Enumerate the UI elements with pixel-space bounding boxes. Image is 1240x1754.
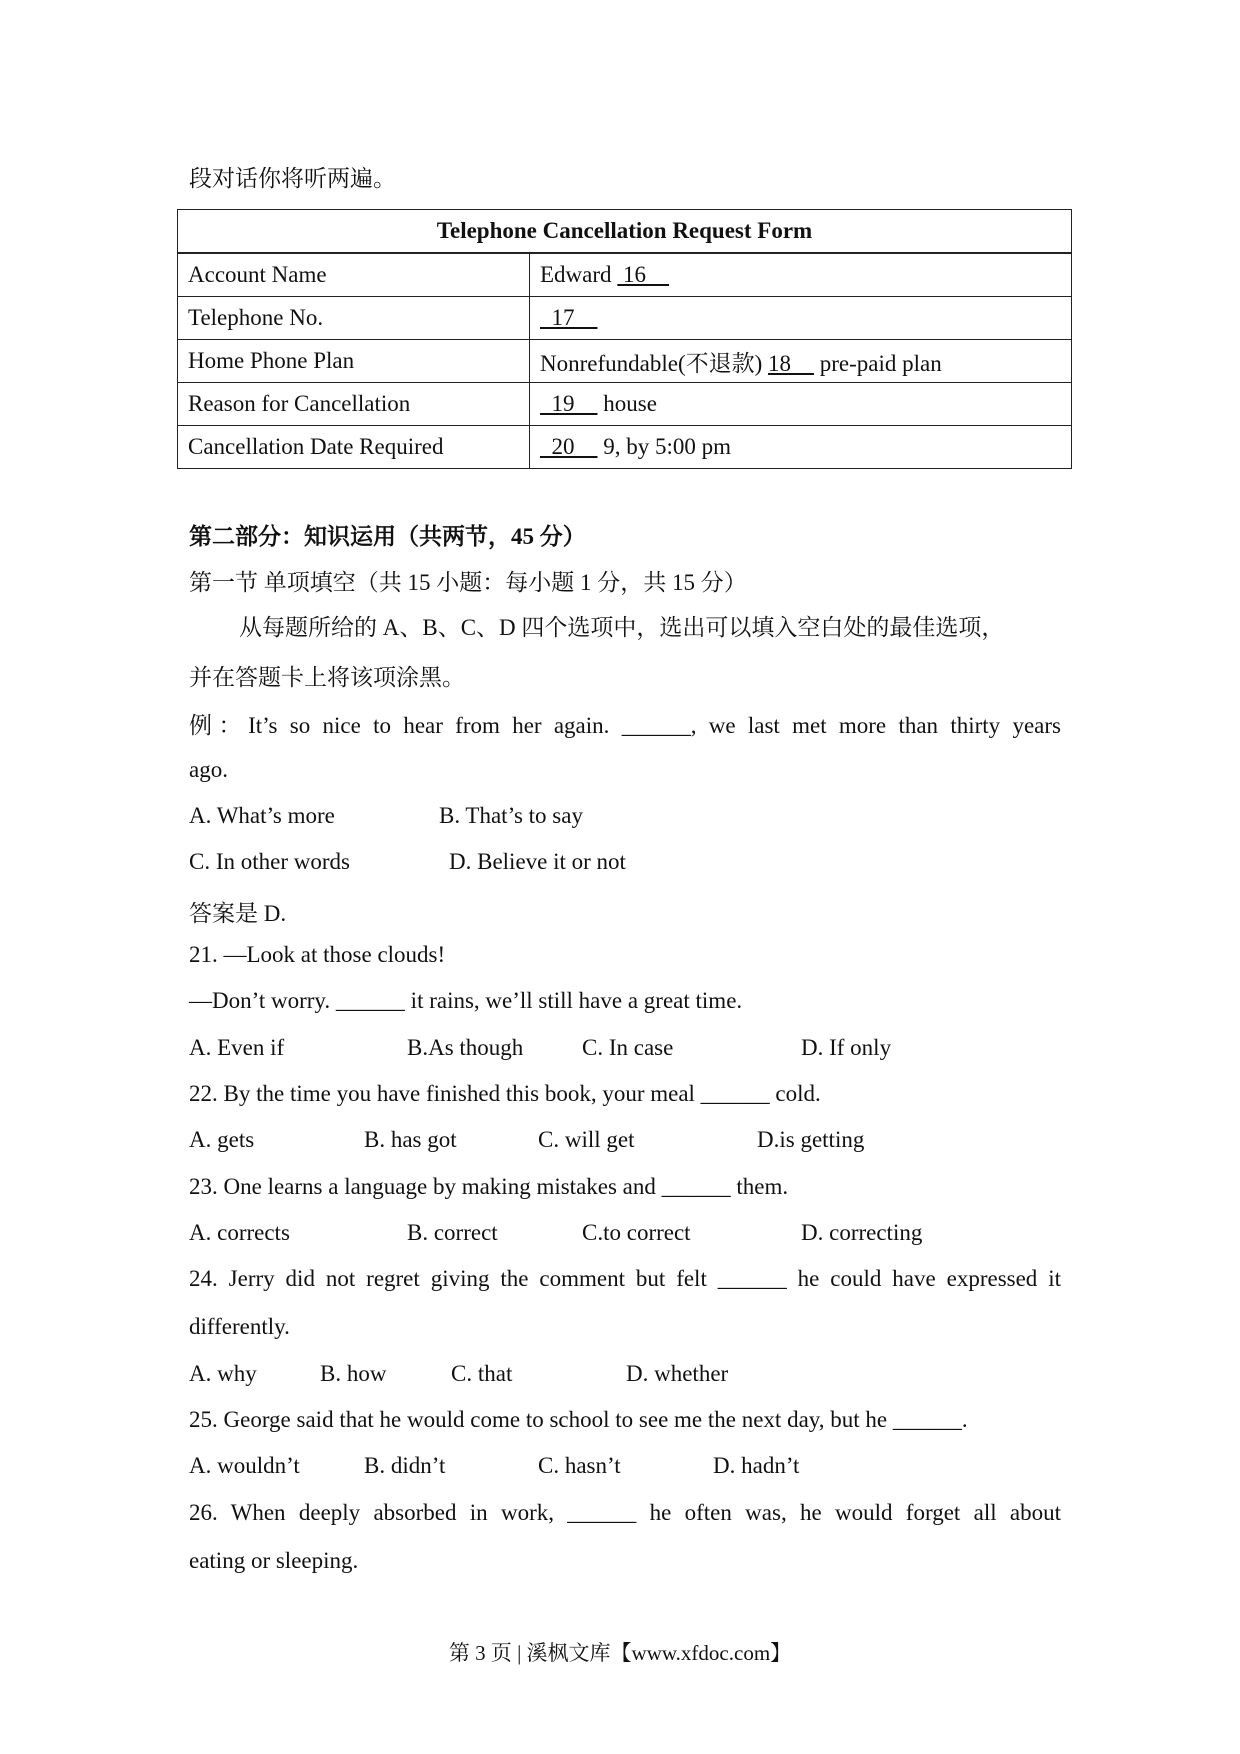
q22-option-d: D.is getting [757, 1127, 865, 1152]
cancellation-form-table [177, 209, 1072, 469]
example-option-d: D. Believe it or not [449, 849, 626, 874]
form-row [178, 253, 1072, 297]
question-21: 21. —Look at those clouds! [189, 942, 446, 967]
blank-19: 19 [540, 391, 598, 416]
example-option-c: C. In other words [189, 849, 350, 874]
example-option-a: A. What’s more [189, 803, 335, 828]
q21-option-b: B.As though [407, 1035, 524, 1060]
intro-text: 段对话你将听两遍。 [189, 166, 396, 191]
q23-option-d: D. correcting [801, 1220, 923, 1245]
part2-heading: 第二部分：知识运用（共两节，45 分） [189, 524, 586, 549]
question-25: 25. George said that he would come to school to see me the next day, but he ______. [189, 1407, 968, 1432]
example-question-cont: ago. [189, 757, 228, 782]
form-row [178, 383, 1072, 426]
question-26-cont: eating or sleeping. [189, 1548, 359, 1573]
form-row-value: Nonrefundable(不退款) 18 pre-paid plan [530, 340, 1072, 383]
q25-option-b: B. didn’t [364, 1453, 446, 1478]
q25-option-d: D. hadn’t [713, 1453, 800, 1478]
blank-20: 20 [540, 434, 598, 459]
example-question: 例：It’s so nice to hear from her again. ______, we last met more than thirty years [189, 713, 1061, 738]
blank-17: 17 [540, 305, 598, 330]
example-option-b: B. That’s to say [439, 803, 583, 828]
form-row-value: Edward 16 [530, 253, 1072, 297]
question-24-cont: differently. [189, 1314, 290, 1339]
instruction-line-1: 从每题所给的 A、B、C、D 四个选项中，选出可以填入空白处的最佳选项， [239, 615, 1005, 640]
q21-option-d: D. If only [801, 1035, 892, 1060]
form-title-row [178, 210, 1072, 254]
form-row [178, 426, 1072, 469]
q24-option-c: C. that [451, 1361, 513, 1386]
q22-option-b: B. has got [364, 1127, 457, 1152]
q25-option-c: C. hasn’t [538, 1453, 621, 1478]
form-row-label: Account Name [178, 253, 530, 297]
q23-option-c: C.to correct [582, 1220, 691, 1245]
example-answer: 答案是 D. [189, 901, 287, 926]
form-row-value: 20 9, by 5:00 pm [530, 426, 1072, 469]
form-row-label: Home Phone Plan [178, 340, 530, 383]
section1-heading: 第一节 单项填空（共 15 小题：每小题 1 分，共 15 分） [189, 570, 747, 595]
question-24: 24. Jerry did not regret giving the comment but felt ______ he could have expressed it [189, 1266, 1061, 1291]
q24-option-d: D. whether [626, 1361, 729, 1386]
blank-16: 16 [617, 262, 670, 287]
form-row [178, 297, 1072, 340]
q24-option-b: B. how [320, 1361, 387, 1386]
question-21-cont: —Don’t worry. ______ it rains, we’ll still have a great time. [189, 988, 743, 1013]
q24-option-a: A. why [189, 1361, 257, 1386]
q21-option-c: C. In case [582, 1035, 674, 1060]
question-23: 23. One learns a language by making mistakes and ______ them. [189, 1174, 789, 1199]
form-row-label: Telephone No. [178, 297, 530, 340]
form-row-value [530, 297, 1072, 340]
q23-option-a: A. corrects [189, 1220, 290, 1245]
form-row-label: Reason for Cancellation [178, 383, 530, 426]
q21-option-a: A. Even if [189, 1035, 285, 1060]
q25-option-a: A. wouldn’t [189, 1453, 300, 1478]
q22-option-c: C. will get [538, 1127, 635, 1152]
form-row-label: Cancellation Date Required [178, 426, 530, 469]
q22-option-a: A. gets [189, 1127, 255, 1152]
q23-option-b: B. correct [407, 1220, 498, 1245]
form-title: Telephone Cancellation Request Form [178, 210, 1072, 254]
instruction-line-2: 并在答题卡上将该项涂黑。 [189, 665, 465, 690]
form-row [178, 340, 1072, 383]
question-26: 26. When deeply absorbed in work, ______ he often was, he would forget all about [189, 1500, 1061, 1525]
question-22: 22. By the time you have finished this book, your meal ______ cold. [189, 1081, 821, 1106]
page-footer: 第 3 页 | 溪枫文库【www.xfdoc.com】 [448, 1641, 792, 1665]
form-row-value: 19 house [530, 383, 1072, 426]
blank-18: 18 [768, 350, 815, 376]
